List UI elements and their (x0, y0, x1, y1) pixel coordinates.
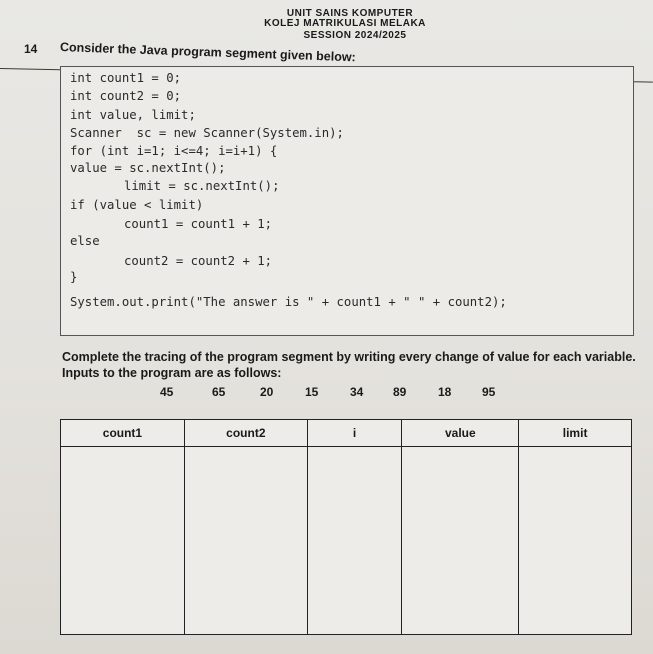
code-line: value = sc.nextInt(); (70, 161, 226, 175)
code-line: for (int i=1; i<=4; i=i+1) { (70, 144, 278, 158)
code-line: System.out.print("The answer is " + count1 + " " + count2); (70, 295, 507, 309)
col-header-count2: count2 (184, 420, 307, 447)
code-line: else (70, 234, 100, 248)
answer-cell-count2[interactable] (184, 447, 307, 635)
header-session: SESSION 2024/2025 (303, 30, 407, 41)
input-value: 89 (393, 385, 407, 399)
answer-cell-count1[interactable] (61, 447, 185, 635)
input-value: 65 (212, 385, 226, 399)
col-header-i: i (307, 420, 402, 447)
input-value: 18 (438, 385, 452, 399)
input-value: 34 (350, 385, 364, 399)
header-unit: UNIT SAINS KOMPUTER (286, 8, 414, 19)
input-value: 20 (260, 385, 274, 399)
question-text: Consider the Java program segment given below: (59, 40, 356, 65)
answer-cell-limit[interactable] (519, 447, 632, 635)
code-line: count1 = count1 + 1; (124, 217, 273, 231)
table-row (61, 447, 632, 635)
col-header-count1: count1 (61, 420, 185, 447)
code-line: if (value < limit) (70, 198, 204, 212)
code-box (60, 66, 634, 336)
col-header-limit: limit (519, 420, 632, 447)
instruction-line-2: Inputs to the program are as follows: (62, 366, 282, 380)
input-value: 15 (305, 385, 319, 399)
answer-cell-value[interactable] (402, 447, 519, 635)
code-line: int value, limit; (70, 108, 196, 122)
code-line: int count1 = 0; (70, 71, 182, 85)
code-line: Scanner sc = new Scanner(System.in); (70, 126, 344, 140)
col-header-value: value (402, 420, 519, 447)
code-line: } (70, 270, 78, 284)
trace-table (60, 419, 632, 635)
input-value: 45 (160, 385, 174, 399)
input-value: 95 (482, 385, 496, 399)
table-header-row (61, 420, 632, 447)
code-line: limit = sc.nextInt(); (124, 179, 280, 193)
code-line: int count2 = 0; (70, 89, 182, 103)
question-number: 14 (24, 42, 38, 56)
input-values (150, 385, 510, 401)
header-college: KOLEJ MATRIKULASI MELAKA (264, 18, 426, 29)
code-line: count2 = count2 + 1; (124, 254, 273, 268)
instruction-line-1: Complete the tracing of the program segment by writing every change of value for each variable. (62, 350, 636, 364)
answer-cell-i[interactable] (307, 447, 402, 635)
